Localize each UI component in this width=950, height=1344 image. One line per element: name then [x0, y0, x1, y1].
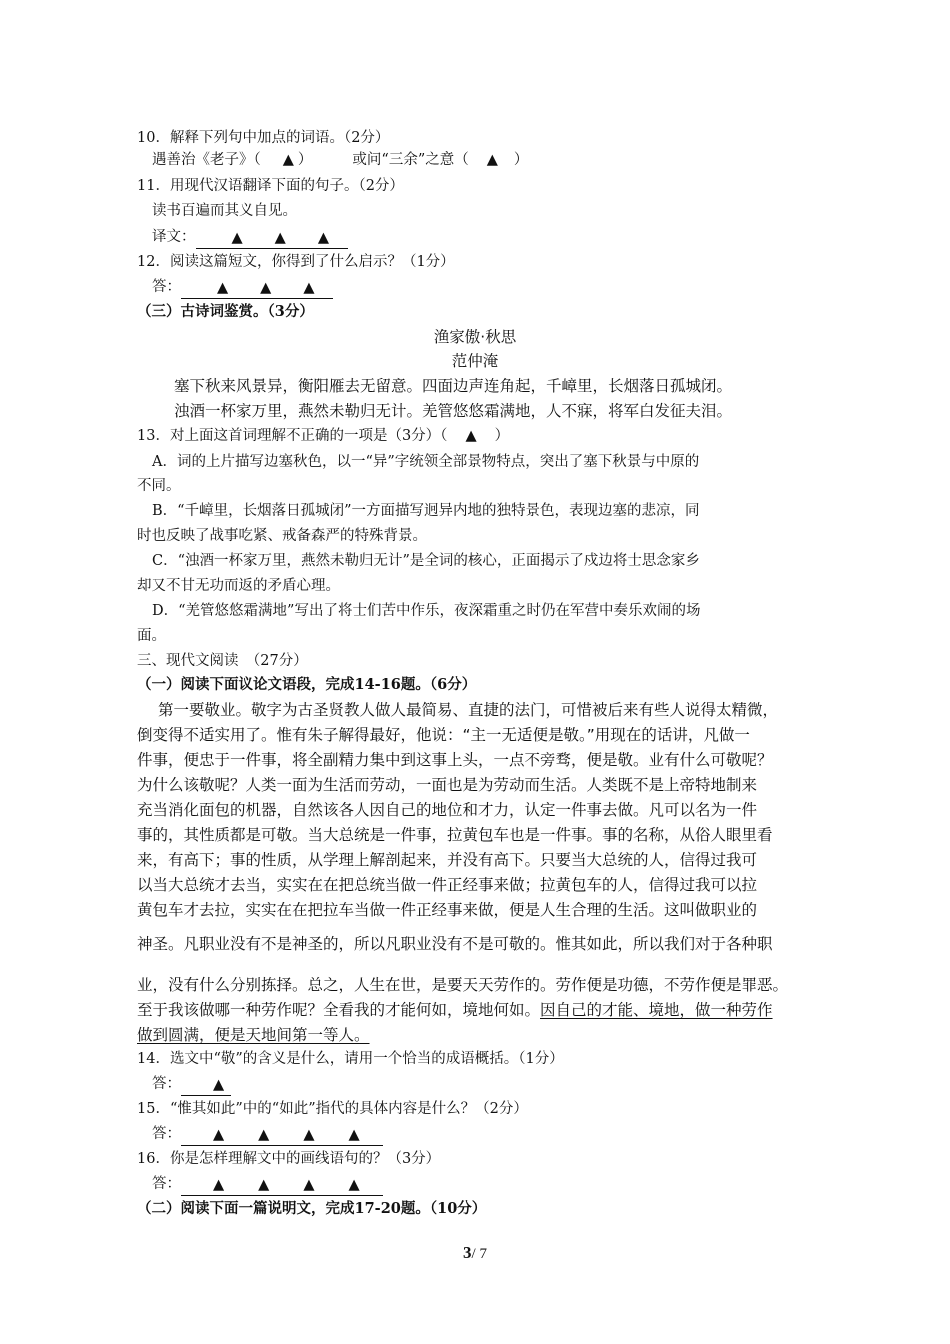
answer-mark-icon: ▲: [258, 1177, 270, 1193]
q13-option-b-cont: 时也反映了战事吃紧、戒备森严的特殊背景。: [137, 528, 427, 544]
q13-option-b: B．“千嶂里，长烟落日孤城闭”一方面描写迥异内地的独特景色，表现边塞的悲凉，同: [152, 503, 700, 519]
answer-mark-icon: ▲: [486, 152, 498, 168]
q15-answer-label: 答：: [152, 1126, 181, 1142]
q10-item2-prefix: 或问“三余”之意（: [352, 152, 469, 168]
poem-line-2: 浊酒一杯家万里，燕然未勒归无计。羌管悠悠霜满地，人不寐，将军白发征夫泪。: [174, 402, 733, 420]
part3-sub2-heading: （二）阅读下面一篇说明文，完成17-20题。（10分）: [137, 1200, 487, 1217]
q12-answer-label: 答：: [152, 279, 181, 295]
answer-mark-icon: ▲: [348, 1127, 360, 1143]
q14-answer-label: 答：: [152, 1076, 181, 1092]
essay-line: 倒变得不适实用了。惟有朱子解得最好，他说：“主一无适便是敬。”用现在的话讲，凡做一: [137, 726, 750, 744]
answer-mark-icon: ▲: [274, 230, 286, 246]
part3-heading: 三、现代文阅读 （27分）: [137, 653, 308, 669]
answer-mark-icon: ▲: [303, 280, 315, 296]
essay-line: 黄包车才去拉，实实在在把拉车当做一件正经事来做，便是人生合理的生活。这叫做职业的: [137, 901, 758, 919]
essay-line: 业，没有什么分别拣择。总之，人生在世，是要天天劳作的。劳作便是功德，不劳作便是罪恶。: [137, 976, 789, 994]
essay-plain-text: 至于我该做哪一种劳作呢？全看我的才能何如，境地何如。: [137, 1001, 541, 1019]
answer-mark-icon: ▲: [465, 428, 477, 444]
q11-answer-label: 译文：: [152, 229, 196, 245]
essay-line: 为什么该敬呢？人类一面为生活而劳动，一面也是为劳动而生活。人类既不是上帝特地制来: [137, 776, 758, 794]
essay-underlined-text: 做到圆满，便是天地间第一等人。: [137, 1026, 370, 1044]
q13-stem-prefix: 13．对上面这首词理解不正确的一项是（3分）（: [137, 428, 448, 444]
q11-sentence: 读书百遍而其义自见。: [152, 203, 297, 219]
q16-answer-blank[interactable]: [181, 1175, 383, 1196]
q16-answer-line: [152, 1172, 383, 1196]
page-number: [0, 1243, 950, 1263]
poem-author: 范仲淹: [451, 352, 499, 370]
answer-mark-icon: ▲: [317, 230, 329, 246]
q11-stem: 11．用现代汉语翻译下面的句子。（2分）: [137, 178, 404, 194]
q11-answer-line: [152, 225, 348, 249]
answer-mark-icon: ▲: [303, 1177, 315, 1193]
q13-stem: [137, 424, 509, 448]
q14-answer-blank[interactable]: [181, 1075, 231, 1096]
q12-stem: 12．阅读这篇短文，你得到了什么启示？（1分）: [137, 254, 455, 270]
q11-answer-blank[interactable]: [196, 228, 348, 249]
answer-mark-icon: ▲: [213, 1177, 225, 1193]
essay-line: 件事，便忠于一件事，将全副精力集中到这事上头，一点不旁骛，便是敬。业有什么可敬呢？: [137, 751, 773, 769]
page-total: / 7: [471, 1246, 487, 1262]
q13-option-c: C．“浊酒一杯家万里，燕然未勒归无计”是全词的核心，正面揭示了戍边将士思念家乡: [152, 553, 700, 569]
q13-option-a: A．词的上片描写边塞秋色，以一“异”字统领全部景物特点，突出了塞下秋景与中原的: [152, 454, 700, 470]
essay-line: 以当大总统才去当，实实在在把总统当做一件正经事来做；拉黄包车的人，信得过我可以拉: [137, 876, 758, 894]
answer-mark-icon: ▲: [258, 1127, 270, 1143]
q16-stem: 16．你是怎样理解文中的画线语句的？（3分）: [137, 1151, 441, 1167]
q13-option-a-cont: 不同。: [137, 478, 181, 494]
q10-item1-prefix: 遇善治《老子》（: [152, 152, 261, 168]
q12-answer-blank[interactable]: [181, 278, 333, 299]
q12-answer-line: [152, 275, 333, 299]
q15-answer-blank[interactable]: [181, 1125, 383, 1146]
answer-mark-icon: ▲: [217, 280, 229, 296]
q13-option-c-cont: 却又不甘无功而返的矛盾心理。: [137, 578, 340, 594]
q10-item1-suffix: ）: [297, 152, 313, 168]
answer-mark-icon: ▲: [213, 1127, 225, 1143]
page-current: 3: [463, 1243, 472, 1262]
essay-line: [137, 998, 773, 1022]
q10-stem: 10．解释下列句中加点的词语。（2分）: [137, 130, 390, 146]
answer-mark-icon: ▲: [260, 280, 272, 296]
essay-line: 事的，其性质都是可敬。当大总统是一件事，拉黄包车也是一件事。事的名称，从俗人眼里看: [137, 826, 773, 844]
answer-mark-icon: ▲: [231, 230, 243, 246]
poem-section-heading: （三）古诗词鉴赏。（3分）: [137, 303, 314, 320]
q10-item2-suffix: ）: [513, 152, 529, 168]
essay-line: 神圣。凡职业没有不是神圣的，所以凡职业没有不是可敬的。惟其如此，所以我们对于各种职: [137, 935, 773, 953]
poem-title: 渔家傲·秋思: [433, 328, 517, 346]
q16-answer-label: 答：: [152, 1176, 181, 1192]
poem-line-1: 塞下秋来风景异，衡阳雁去无留意。四面边声连角起，千嶂里，长烟落日孤城闭。: [174, 377, 733, 395]
q15-stem: 15．“惟其如此”中的“如此”指代的具体内容是什么？（2分）: [137, 1101, 528, 1117]
essay-line: 来，有高下；事的性质，从学理上解剖起来，并没有高下。只要当大总统的人，信得过我可: [137, 851, 758, 869]
q13-stem-suffix: ）: [494, 428, 510, 444]
q14-stem: 14．选文中“敬”的含义是什么，请用一个恰当的成语概括。（1分）: [137, 1051, 564, 1067]
q13-option-d-cont: 面。: [137, 628, 166, 644]
essay-line: 第一要敬业。敬字为古圣贤教人做人最简易、直捷的法门，可惜被后来有些人说得太精微，: [158, 701, 779, 719]
essay-underlined-text: 因自己的才能、境地，做一种劳作: [540, 1001, 773, 1019]
q14-answer-line: [152, 1072, 231, 1096]
part3-sub1-heading: （一）阅读下面议论文语段，完成14-16题。（6分）: [137, 676, 477, 693]
q13-option-d: D．“羌管悠悠霜满地”写出了将士们苦中作乐，夜深霜重之时仍在军营中奏乐欢闹的场: [152, 603, 701, 619]
answer-mark-icon: ▲: [303, 1127, 315, 1143]
answer-mark-icon: ▲: [282, 152, 294, 168]
q10-items: [152, 148, 528, 172]
q15-answer-line: [152, 1122, 383, 1146]
essay-line: 充当消化面包的机器，自然该各人因自己的地位和才力，认定一件事去做。凡可以名为一件: [137, 801, 758, 819]
answer-mark-icon: ▲: [213, 1077, 225, 1093]
answer-mark-icon: ▲: [348, 1177, 360, 1193]
